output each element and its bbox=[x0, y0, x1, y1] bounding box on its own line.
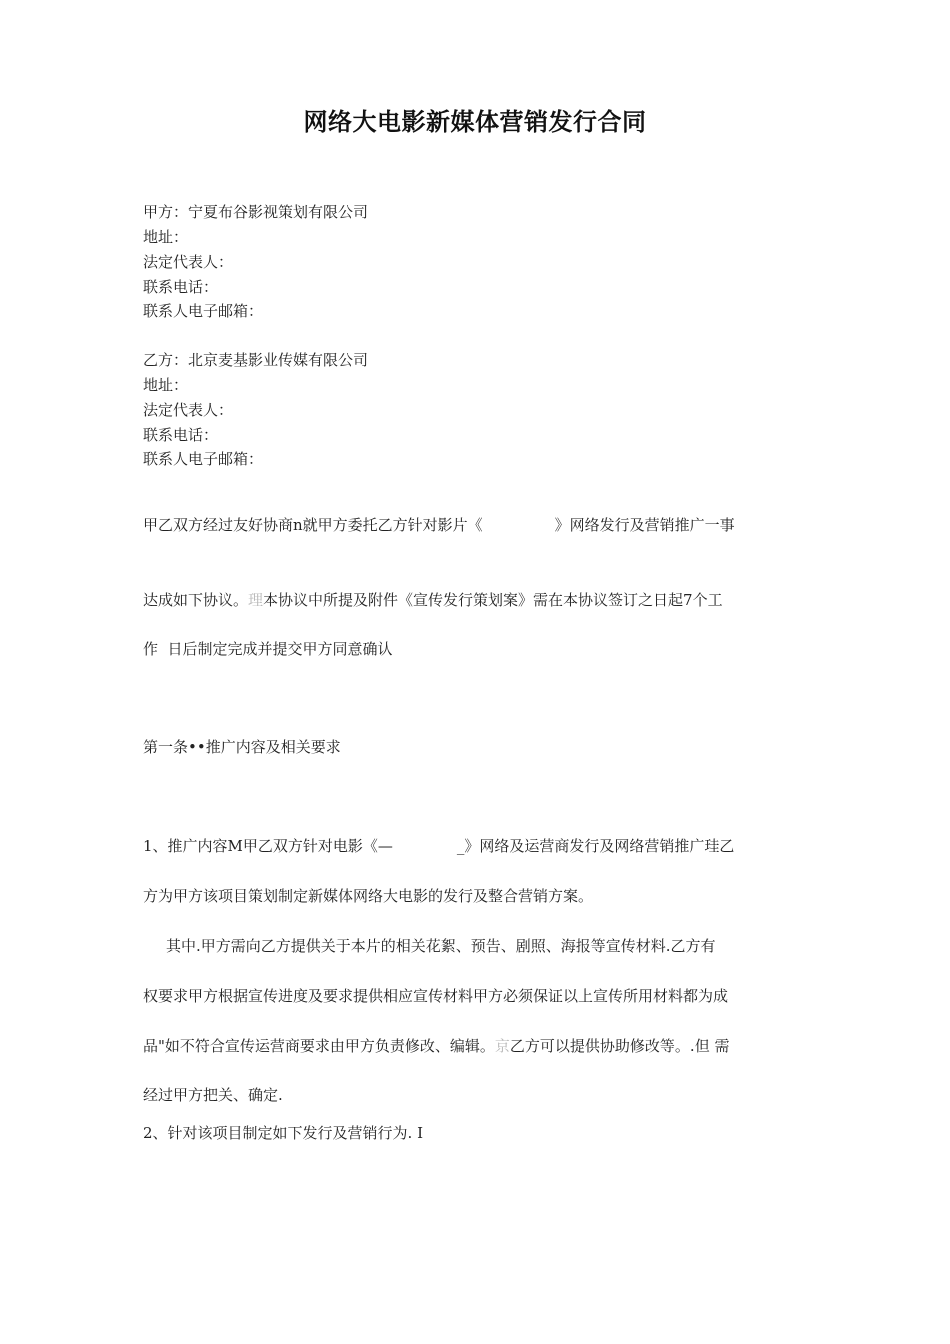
preamble-line-2-a: 达成如下协议。 bbox=[143, 591, 249, 609]
preamble-line-2-b: 本协议中所提及附件《宣传发行策划案》需在本协议签订之日起7个工 bbox=[263, 591, 723, 609]
contract-title: 网络大电影新媒体营销发行合同 bbox=[303, 108, 647, 136]
preamble-line-2 bbox=[143, 590, 723, 610]
article-1-para-line-3 bbox=[143, 1036, 729, 1056]
para-line-3-b: 乙方可以提供协助修改等。.但 需 bbox=[509, 1037, 730, 1055]
preamble-line-3: 作 日后制定完成并提交甲方同意确认 bbox=[143, 640, 393, 658]
para-line-3-faint: 京 bbox=[494, 1037, 510, 1055]
article-1-item-2: 2、针对该项目制定如下发行及营销行为. I bbox=[143, 1124, 424, 1142]
preamble-line-2-faint: 理 bbox=[248, 591, 264, 609]
preamble-line-1-b: 》网络发行及营销推广一事 bbox=[554, 516, 735, 534]
party-b-name: 乙方：北京麦基影业传媒有限公司 bbox=[143, 351, 369, 369]
article-1-heading: 第一条••推广内容及相关要求 bbox=[143, 738, 341, 756]
preamble-line-1-a: 甲乙双方经过友好协商n就甲方委托乙方针对影片《 bbox=[143, 516, 483, 534]
party-a-email: 联系人电子邮箱： bbox=[143, 302, 264, 320]
party-a-address: 地址： bbox=[143, 228, 189, 246]
para-line-3-a: 品"如不符合宣传运营商要求由甲方负责修改、编辑。 bbox=[143, 1037, 495, 1055]
party-a-phone: 联系电话： bbox=[143, 278, 219, 296]
party-b-legal-rep: 法定代表人： bbox=[143, 401, 234, 419]
article-1-para-line-1: 其中.甲方需向乙方提供关于本片的相关花絮、预告、剧照、海报等宣传材料.乙方有 bbox=[166, 937, 716, 955]
party-b-address: 地址： bbox=[143, 376, 189, 394]
item-1-line-1-b: _》网络及运营商发行及网络营销推广珪乙 bbox=[456, 837, 735, 855]
article-1-para-line-4: 经过甲方把关、确定. bbox=[143, 1086, 283, 1104]
party-a-legal-rep: 法定代表人： bbox=[143, 253, 234, 271]
article-1-para-line-2: 权要求甲方根据宣传进度及要求提供相应宣传材料甲方必须保证以上宣传所用材料都为成 bbox=[143, 987, 729, 1005]
party-b-email: 联系人电子邮箱： bbox=[143, 450, 264, 468]
preamble-line-1 bbox=[143, 515, 735, 535]
party-b-phone: 联系电话： bbox=[143, 426, 219, 444]
article-1-item-1-line-1 bbox=[143, 836, 734, 856]
party-a-name: 甲方：宁夏布谷影视策划有限公司 bbox=[143, 203, 369, 221]
item-1-line-1-a: 1、推广内容M甲乙双方针对电影《— bbox=[143, 837, 393, 855]
article-1-item-1-line-2: 方为甲方该项目策划制定新媒体网络大电影的发行及整合营销方案。 bbox=[143, 887, 594, 905]
